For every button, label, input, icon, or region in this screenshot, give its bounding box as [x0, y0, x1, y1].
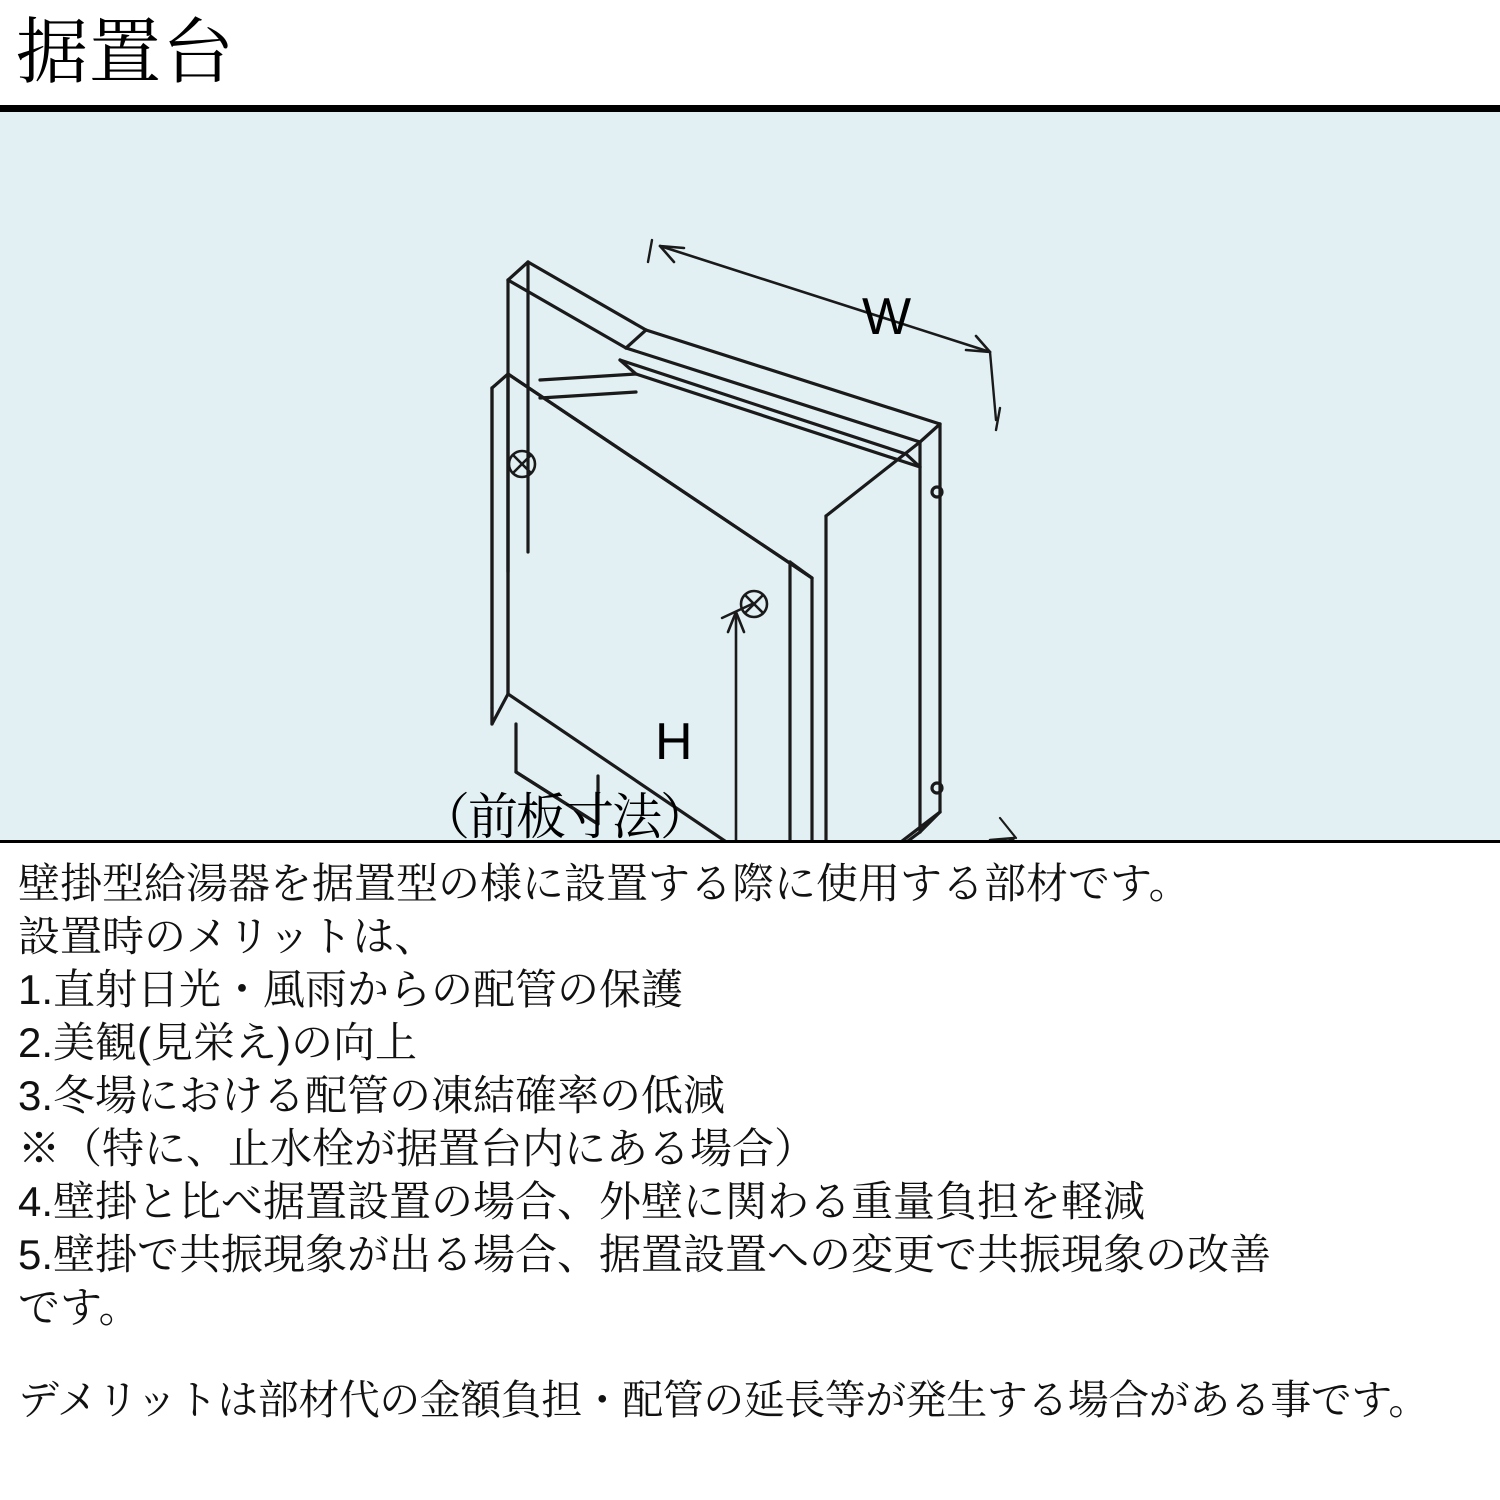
description-line: ※（特に、止水栓が据置台内にある場合）	[18, 1125, 817, 1172]
dimension-label-height: H	[655, 713, 693, 771]
description-spacer	[18, 1334, 1482, 1374]
description-line: 3.冬場における配管の凍結確率の低減	[18, 1072, 726, 1119]
description-line: 5.壁掛で共振現象が出る場合、据置設置への変更で共振現象の改善	[18, 1231, 1272, 1278]
page-title-bar	[0, 0, 1500, 112]
description-line: 壁掛型給湯器を据置型の様に設置する際に使用する部材です。	[18, 860, 1191, 907]
description-line: 4.壁掛と比べ据置設置の場合、外壁に関わる重量負担を軽減	[18, 1178, 1146, 1225]
description-block	[0, 843, 1500, 1427]
description-line: デメリットは部材代の金額負担・配管の延長等が発生する場合がある事です。	[18, 1377, 1429, 1423]
stand-illustration	[0, 112, 1500, 840]
description-line: 1.直射日光・風雨からの配管の保護	[18, 966, 684, 1013]
description-line: です。	[18, 1284, 141, 1331]
product-diagram-panel	[0, 112, 1500, 843]
description-line: 2.美観(見栄え)の向上	[18, 1019, 418, 1066]
description-line: 設置時のメリットは、	[18, 913, 437, 960]
front-panel-note: （前板寸法）	[420, 789, 708, 843]
page-title: 据置台	[16, 12, 236, 93]
dimension-label-width: W	[862, 288, 912, 346]
